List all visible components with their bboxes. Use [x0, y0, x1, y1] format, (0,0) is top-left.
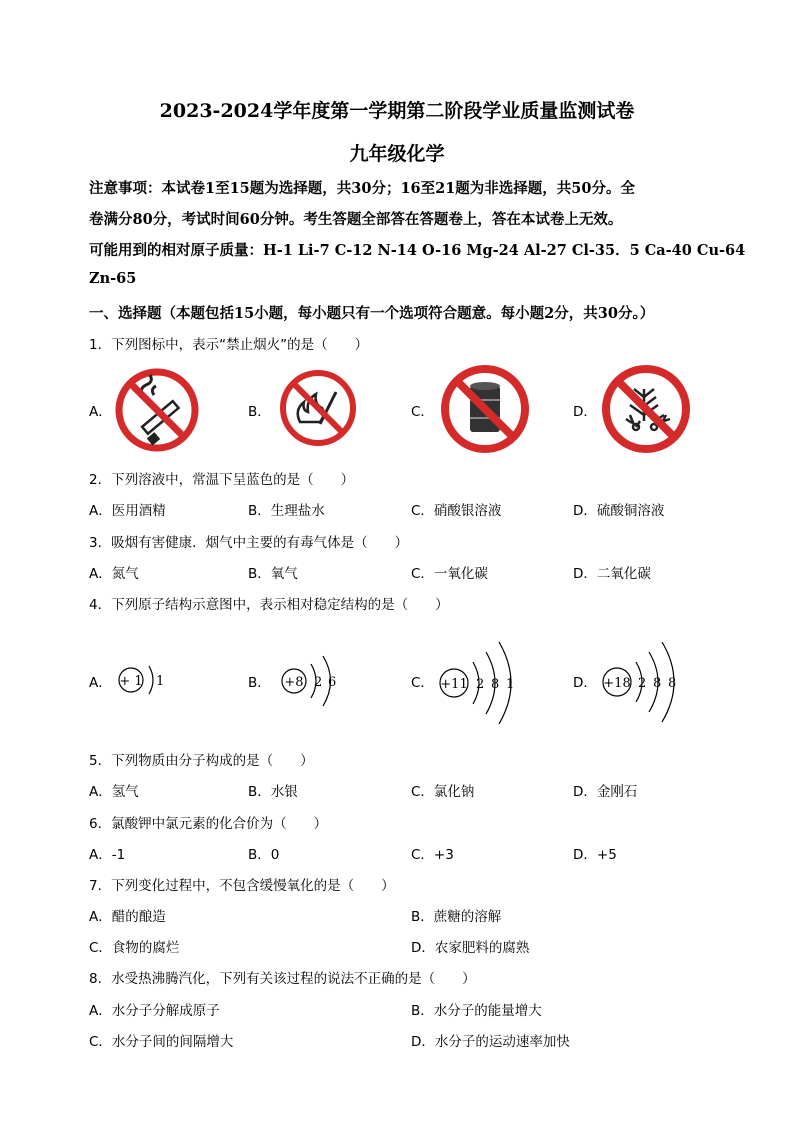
q5-option-b[interactable]: B．水银: [248, 784, 298, 800]
q7-option-c[interactable]: C．食物的腐烂: [89, 940, 180, 956]
q4-option-a[interactable]: A．: [89, 675, 112, 691]
nucleus-charge: + 1: [119, 674, 143, 689]
electron-shell: [149, 666, 153, 694]
nucleus-charge: +11: [440, 677, 468, 692]
atomic-mass-line: 可能用到的相对原子质量：H-1 Li-7 C-12 N-14 O-16 Mg-24 Al-27 Cl-35．5 Ca-40 Cu-64: [89, 242, 746, 259]
notes-line-1: 注意事项：本试卷1至15题为选择题，共30分；16至21题为非选择题，共50分。全: [89, 180, 635, 197]
nucleus-charge: +18: [603, 676, 631, 691]
q1-option-a[interactable]: A．: [89, 404, 112, 420]
nucleus-charge: +8: [284, 675, 304, 690]
q6-option-d[interactable]: D．+5: [573, 847, 617, 863]
q3-option-b[interactable]: B．氧气: [248, 566, 298, 582]
q8-option-b[interactable]: B．水分子的能量增大: [411, 1003, 542, 1019]
q2-option-a[interactable]: A．医用酒精: [89, 503, 166, 519]
atom-diagram-a: [112, 654, 172, 706]
no-firecracker-icon: [600, 363, 692, 455]
atom-diagram-b: [278, 644, 350, 716]
q6-option-c[interactable]: C．+3: [411, 847, 454, 863]
q1-option-d[interactable]: D．: [573, 404, 597, 420]
shell-electrons: 8: [491, 677, 500, 692]
q4-option-d[interactable]: D．: [573, 675, 597, 691]
question-5-stem: 5．下列物质由分子构成的是（ ）: [89, 753, 314, 769]
question-7-stem: 7．下列变化过程中，不包含缓慢氧化的是（ ）: [89, 878, 395, 894]
q3-option-a[interactable]: A．氮气: [89, 566, 139, 582]
no-smoking-icon: [114, 367, 200, 453]
q8-option-a[interactable]: A．水分子分解成原子: [89, 1003, 220, 1019]
q7-option-b[interactable]: B．蔗糖的溶解: [411, 909, 502, 925]
q7-option-a[interactable]: A．醋的酿造: [89, 909, 166, 925]
question-3-stem: 3．吸烟有害健康．烟气中主要的有毒气体是（ ）: [89, 535, 409, 551]
shell-electrons: 2: [638, 676, 647, 691]
atom-diagram-d: [600, 632, 700, 728]
q3-option-c[interactable]: C．一氧化碳: [411, 566, 488, 582]
q6-option-b[interactable]: B．0: [248, 847, 280, 863]
shell-electrons: 1: [506, 677, 515, 692]
q8-option-d[interactable]: D．水分子的运动速率加快: [411, 1034, 570, 1050]
section-heading: 一、选择题（本题包括15小题，每小题只有一个选项符合题意。每小题2分，共30分。）: [89, 305, 655, 322]
shell-electrons: 2: [314, 675, 323, 690]
q4-option-b[interactable]: B．: [248, 675, 271, 691]
q6-option-a[interactable]: A．-1: [89, 847, 126, 863]
shell-electrons: 2: [476, 677, 485, 692]
atom-diagram-c: [436, 632, 536, 728]
q5-option-c[interactable]: C．氯化钠: [411, 784, 475, 800]
question-8-stem: 8．水受热沸腾汽化，下列有关该过程的说法不正确的是（ ）: [89, 971, 476, 987]
atomic-mass-line-2: Zn-65: [89, 270, 137, 287]
notes-line-2: 卷满分80分，考试时间60分钟。考生答题全部答在答题卷上，答在本试卷上无效。: [89, 211, 623, 228]
q2-option-d[interactable]: D．硫酸铜溶液: [573, 503, 665, 519]
q3-option-d[interactable]: D．二氧化碳: [573, 566, 651, 582]
shell-electrons: 8: [668, 676, 677, 691]
q5-option-d[interactable]: D．金刚石: [573, 784, 638, 800]
q1-option-c[interactable]: C．: [411, 404, 434, 420]
shell-electrons: 1: [156, 674, 165, 689]
question-2-stem: 2．下列溶液中，常温下呈蓝色的是（ ）: [89, 472, 355, 488]
q2-option-b[interactable]: B．生理盐水: [248, 503, 325, 519]
question-6-stem: 6．氯酸钾中氯元素的化合价为（ ）: [89, 816, 328, 832]
no-fire-icon: [278, 368, 358, 448]
exam-title: 2023-2024学年度第一学期第二阶段学业质量监测试卷: [159, 100, 635, 122]
q2-option-c[interactable]: C．硝酸银溶液: [411, 503, 502, 519]
question-1-stem: 1．下列图标中，表示“禁止烟火”的是（ ）: [89, 337, 369, 353]
q4-option-c[interactable]: C．: [411, 675, 434, 691]
q5-option-a[interactable]: A．氢气: [89, 784, 139, 800]
q7-option-d[interactable]: D．农家肥料的腐熟: [411, 940, 530, 956]
question-4-stem: 4．下列原子结构示意图中，表示相对稳定结构的是（ ）: [89, 597, 449, 613]
q1-option-b[interactable]: B．: [248, 404, 271, 420]
exam-subtitle: 九年级化学: [349, 143, 445, 165]
shell-electrons: 8: [653, 676, 662, 691]
shell-electrons: 6: [328, 675, 337, 690]
no-barrel-icon: [440, 364, 530, 454]
q8-option-c[interactable]: C．水分子间的间隔增大: [89, 1034, 234, 1050]
